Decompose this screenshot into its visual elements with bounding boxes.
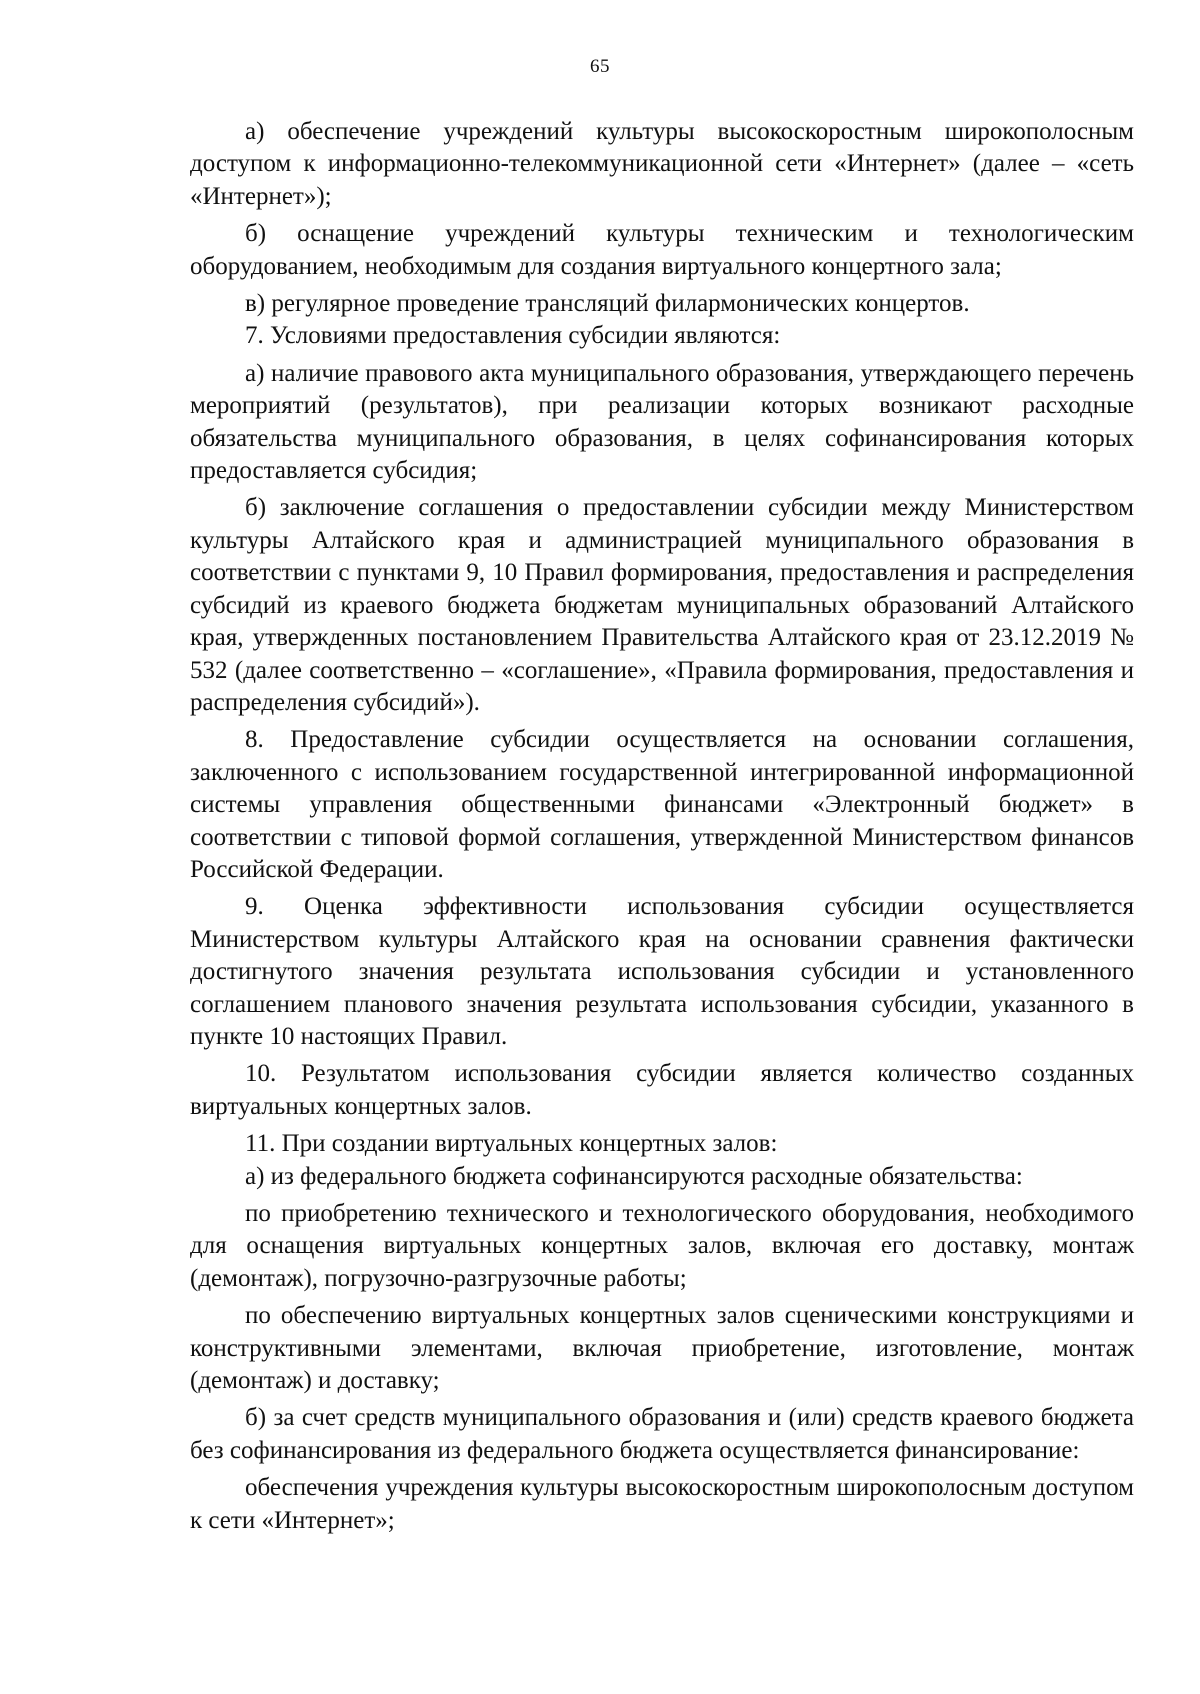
paragraph-6a: а) обеспечение учреждений культуры высокоскоростным широкополосным доступом к информационно-телекоммуникационной сети «Интернет» (далее – «сеть «Интернет»); (190, 118, 1134, 210)
page-number: 65 (590, 56, 610, 77)
paragraph-11b-item-1: обеспечения учреждения культуры высокоскоростным широкополосным доступом к сети «Интернет»; (190, 1474, 1134, 1534)
document-body (190, 116, 1134, 1537)
paragraph-7: 7. Условиями предоставления субсидии являются: (245, 322, 781, 350)
paragraph-11: 11. При создании виртуальных концертных залов: (245, 1130, 778, 1158)
paragraph-6v: в) регулярное проведение трансляций филармонических концертов. (245, 290, 970, 318)
paragraph-9: 9. Оценка эффективности использования субсидии осуществляется Министерством культуры Алтайского края на основании сравнения фактически достигнутого значения результата использования субсидии и установленного соглашением планового значения результата использования субсидии, указанного в пункте 10 настоящих Правил. (190, 893, 1134, 1050)
paragraph-10: 10. Результатом использования субсидии является количество созданных виртуальных концертных залов. (190, 1060, 1134, 1120)
paragraph-11a: а) из федерального бюджета софинансируются расходные обязательства: (245, 1162, 1023, 1190)
paragraph-7a: а) наличие правового акта муниципального образования, утверждающего перечень мероприятий (результатов), при реализации которых возникают расходные обязательства муниципального образования, в целях софинансирования которых предоставляется субсидия; (190, 359, 1134, 485)
paragraph-11a-item-2: по обеспечению виртуальных концертных залов сценическими конструкциями и конструктивными элементами, включая приобретение, изготовление, монтаж (демонтаж) и доставку; (190, 1302, 1134, 1395)
paragraph-6b: б) оснащение учреждений культуры техническим и технологическим оборудованием, необходимым для создания виртуального концертного зала; (190, 220, 1134, 280)
paragraph-7b: б) заключение соглашения о предоставлении субсидии между Министерством культуры Алтайского края и администрацией муниципального образования в соответствии с пунктами 9, 10 Правил формирования, предоставления и распределения субсидий из краевого бюджета бюджетам муниципальных образований Алтайского края, утвержденных постановлением Правительства Алтайского края от 23.12.2019 № 532 (далее соответственно – «соглашение», «Правила формирования, предоставления и распределения субсидий»). (190, 494, 1134, 716)
paragraph-11b: б) за счет средств муниципального образования и (или) средств краевого бюджета без софинансирования из федерального бюджета осуществляется финансирование: (190, 1404, 1134, 1464)
paragraph-11a-item-1: по приобретению технического и технологического оборудования, необходимого для оснащения виртуальных концертных залов, включая его доставку, монтаж (демонтаж), погрузочно-разгрузочные работы; (190, 1200, 1134, 1292)
paragraph-8: 8. Предоставление субсидии осуществляется на основании соглашения, заключенного с использованием государственной интегрированной информационной системы управления общественными финансами «Электронный бюджет» в соответствии с типовой формой соглашения, утвержденной Министерством финансов Российской Федерации. (190, 726, 1134, 883)
